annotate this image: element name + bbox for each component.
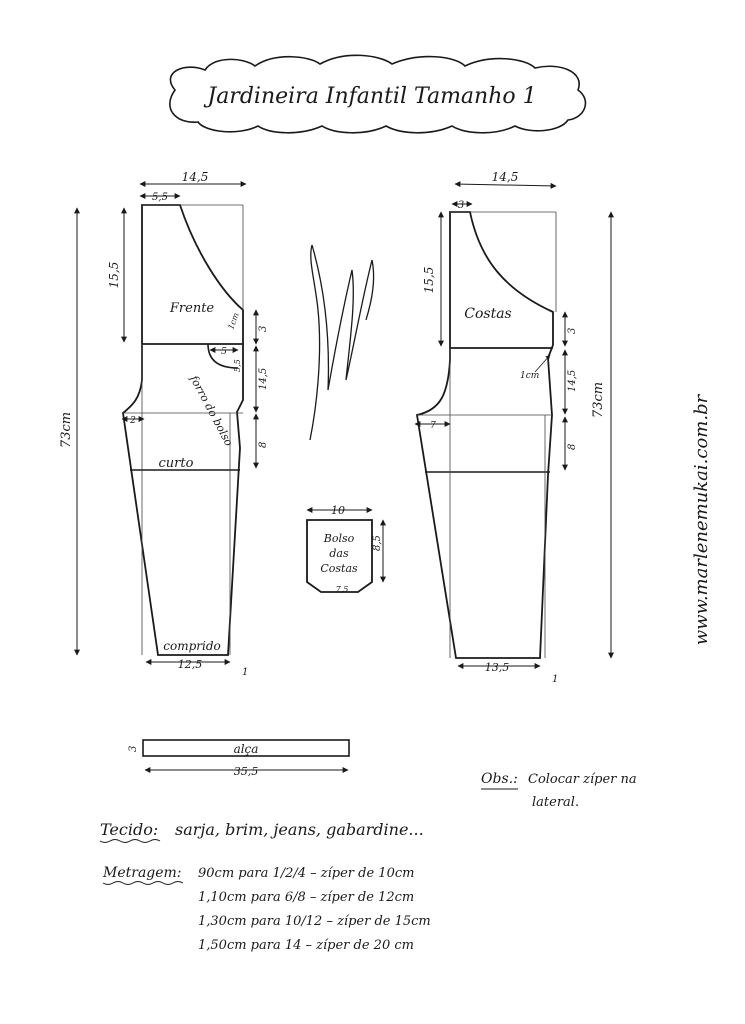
back-pocket-width-label: 10 (331, 504, 345, 517)
strap-piece (128, 740, 349, 778)
yardage-info (102, 865, 431, 953)
front-width-label: 14,5 (181, 170, 209, 184)
front-long-label: comprido (163, 639, 221, 653)
yardage-row: 1,50cm para 14 – zíper de 20 cm (198, 938, 414, 953)
yardage-row: 1,30cm para 10/12 – zíper de 15cm (198, 914, 431, 929)
signature (300, 237, 374, 442)
back-hem-side-label: 1 (552, 674, 559, 685)
fabric-label: Tecido: (100, 820, 159, 839)
back-width-label: 14,5 (491, 170, 519, 184)
obs-line-1: Colocar zíper na (528, 772, 637, 787)
back-name-label: Costas (464, 306, 512, 322)
back-pocket-label-3: Costas (320, 562, 358, 575)
strap-length-label: 35,5 (233, 765, 259, 778)
front-piece (59, 170, 269, 678)
front-5-label: 5 (221, 347, 227, 357)
back-piece (415, 170, 611, 685)
front-pocket-lining-label: forro do bolso (187, 373, 236, 449)
back-8-label: 8 (567, 443, 578, 450)
front-hem-side-label: 1 (242, 667, 249, 678)
front-8-label: 8 (258, 441, 269, 448)
fabric-info (100, 820, 424, 843)
front-2-label: 2 (130, 416, 136, 426)
back-pocket-label-1: Bolso (323, 532, 355, 545)
back-neck-label: 3 (457, 200, 465, 211)
yardage-row: 1,10cm para 6/8 – zíper de 12cm (198, 890, 415, 905)
front-total-length-label: 73cm (59, 411, 74, 449)
front-145-label: 14,5 (258, 367, 269, 390)
back-3-label: 3 (567, 327, 578, 334)
front-3-label: 3 (258, 325, 269, 332)
back-hem-label: 13,5 (484, 661, 510, 674)
strap-width-label: 3 (128, 745, 139, 752)
back-pocket-label-2: das (329, 547, 349, 560)
strap-label: alça (233, 742, 259, 756)
back-pocket-bottom-label: 7,5 (335, 585, 349, 594)
back-total-length-label: 73cm (591, 381, 606, 419)
page-title: Jardineira Infantil Tamanho 1 (207, 84, 537, 109)
front-short-label: curto (158, 456, 194, 471)
back-pocket (307, 504, 383, 594)
back-outline (417, 212, 553, 658)
front-55-label: 5,5 (233, 359, 242, 372)
yardage-label: Metragem: (103, 865, 182, 881)
front-neck-label: 5,5 (152, 192, 168, 203)
website-label: www.marlenemukai.com.br (691, 394, 712, 646)
back-7-label: 7 (430, 421, 436, 431)
obs-line-2: lateral. (532, 795, 580, 810)
fabric-value: sarja, brim, jeans, gabardine... (175, 820, 424, 839)
yardage-row: 90cm para 1/2/4 – zíper de 10cm (198, 866, 415, 881)
back-1cm-label: 1cm (520, 371, 540, 381)
front-hem-label: 12,5 (177, 658, 203, 671)
obs-note (481, 771, 637, 810)
obs-label: Obs.: (481, 771, 518, 787)
front-name-label: Frente (169, 301, 215, 316)
back-pocket-height-label: 8,5 (372, 535, 383, 551)
back-145-label: 14,5 (567, 369, 578, 392)
front-1cm-label: 1cm (226, 311, 241, 331)
back-bib-height-label: 15,5 (422, 266, 436, 294)
front-bib-height-label: 15,5 (107, 261, 121, 289)
title-cloud (170, 55, 586, 132)
